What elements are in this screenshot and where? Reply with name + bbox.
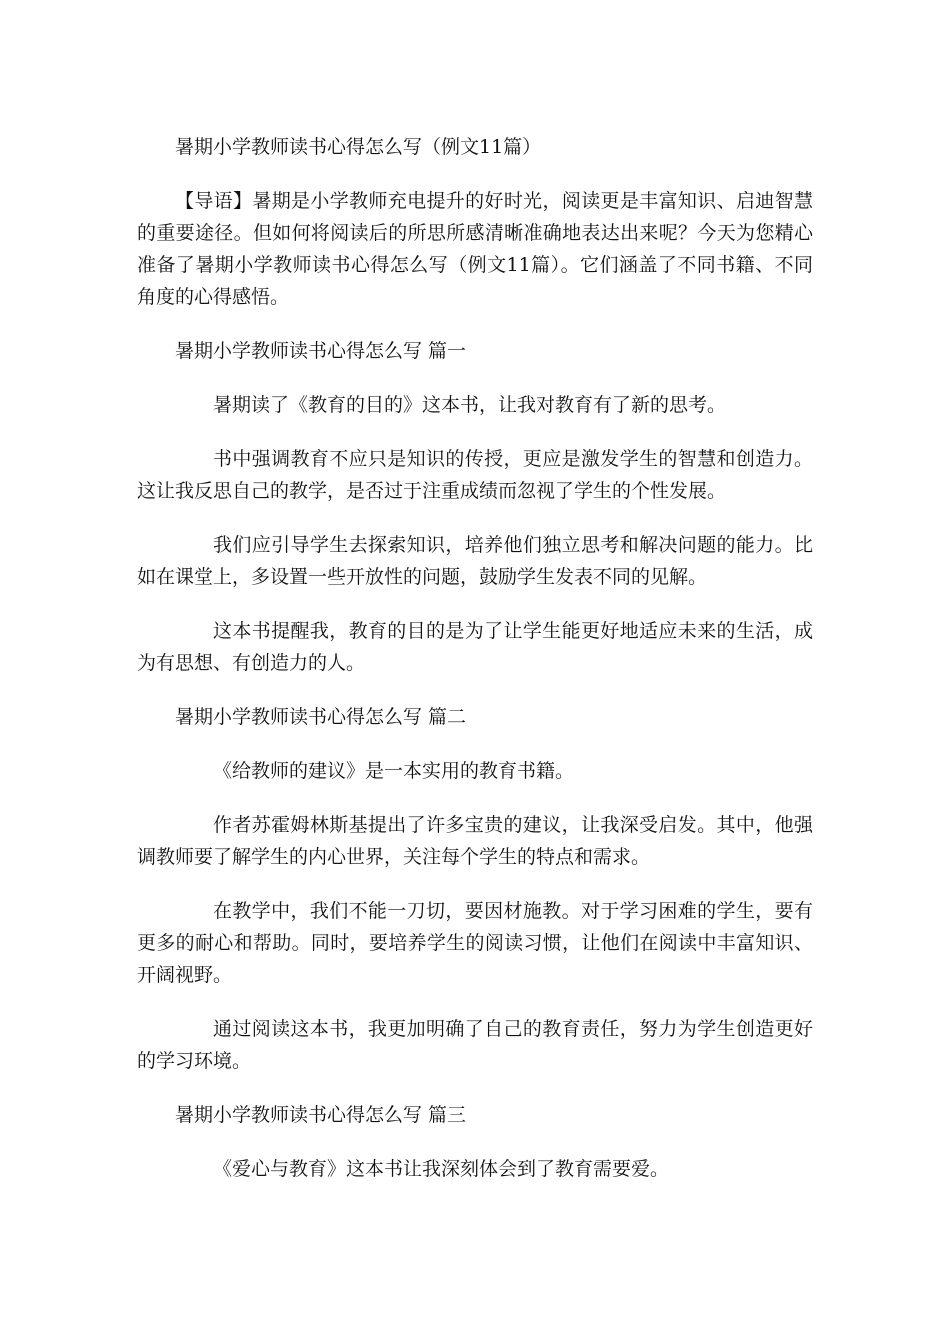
- body-paragraph: 暑期读了《教育的目的》这本书，让我对教育有了新的思考。: [213, 394, 727, 416]
- body-paragraph: 《爱心与教育》这本书让我深刻体会到了教育需要爱。: [213, 1158, 670, 1180]
- body-paragraph: 书中强调教育不应只是知识的传授，更应是激发学生的智慧和创造力。这让我反思自己的教学，是否过于注重成绩而忽视了学生的个性发展。: [137, 448, 813, 502]
- body-paragraph: 作者苏霍姆林斯基提出了许多宝贵的建议，让我深受启发。其中，他强调教师要了解学生的内心世界，关注每个学生的特点和需求。: [137, 814, 813, 868]
- section-heading: 暑期小学教师读书心得怎么写 篇二: [175, 706, 467, 728]
- section-heading: 暑期小学教师读书心得怎么写 篇三: [175, 1104, 467, 1126]
- intro-paragraph: 【导语】暑期是小学教师充电提升的好时光，阅读更是丰富知识、启迪智慧的重要途径。但如何将阅读后的所思所感清晰准确地表达出来呢？今天为您精心准备了暑期小学教师读书心得怎么写（例文11篇）。它们涵盖了不同书籍、不同角度的心得感悟。: [137, 190, 813, 308]
- body-paragraph: 《给教师的建议》是一本实用的教育书籍。: [213, 760, 575, 782]
- document-title: 暑期小学教师读书心得怎么写（例文11篇）: [175, 136, 542, 158]
- body-paragraph: 这本书提醒我，教育的目的是为了让学生能更好地适应未来的生活，成为有思想、有创造力的人。: [137, 620, 813, 674]
- document-page: [137, 131, 813, 1207]
- body-paragraph: 在教学中，我们不能一刀切，要因材施教。对于学习困难的学生，要有更多的耐心和帮助。同时，要培养学生的阅读习惯，让他们在阅读中丰富知识、开阔视野。: [137, 900, 813, 986]
- section-3: [137, 1099, 813, 1185]
- body-paragraph: 我们应引导学生去探索知识，培养他们独立思考和解决问题的能力。比如在课堂上，多设置一些开放性的问题，鼓励学生发表不同的见解。: [137, 534, 813, 588]
- body-paragraph: 通过阅读这本书，我更加明确了自己的教育责任，努力为学生创造更好的学习环境。: [137, 1018, 813, 1072]
- section-2: [137, 701, 813, 1077]
- section-heading: 暑期小学教师读书心得怎么写 篇一: [175, 340, 467, 362]
- section-1: [137, 335, 813, 679]
